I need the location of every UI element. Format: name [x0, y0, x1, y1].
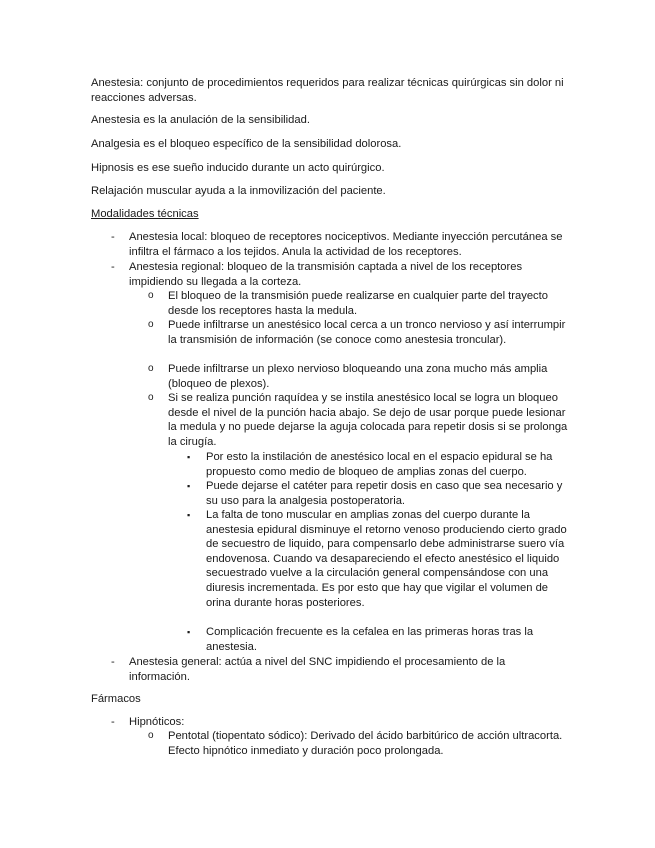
- paragraph-hipnosis: Hipnosis es ese sueño inducido durante un acto quirúrgico.: [91, 162, 385, 174]
- paragraph-anestesia: Anestesia es la anulación de la sensibilidad.: [91, 114, 310, 126]
- dash-bullet: -: [111, 261, 115, 273]
- sub-item-anestesia-troncular: Puede infiltrarse un anestésico local cerca a un tronco nervioso y así interrumpir la transmisión de información (se conoce como anestesia troncular).: [168, 319, 566, 346]
- dash-bullet: -: [111, 656, 115, 668]
- sub-item-puncion-raquidea: Si se realiza punción raquídea y se instila anestésico local se logra un bloqueo desde el nivel de la punción hacia abajo. Se dejo de usar porque puede lesionar la medula y no puede dejarse la aguja colocada para repetir dosis si se prolonga la cirugía.: [168, 392, 568, 448]
- square-bullet: ▪: [187, 481, 191, 491]
- circle-bullet: o: [148, 730, 154, 741]
- detail-item-tono-muscular: La falta de tono muscular en amplias zonas del cuerpo durante la anestesia epidural disminuye el retorno venoso produciendo cierto grado de secuestro de liquido, para compensarlo debe administrarse suero vía endovenosa. Cuando va desapareciendo el efecto anestésico el liquido secuestrado vuelve a la circulación general compensándose con una diuresis incrementada. Es por esto que hay que vigilar el volumen de orina durante horas posteriores.: [206, 509, 567, 609]
- dash-bullet: -: [111, 231, 115, 243]
- circle-bullet: o: [148, 363, 154, 374]
- square-bullet: ▪: [187, 627, 191, 637]
- dash-bullet: -: [111, 716, 115, 728]
- list-item-anestesia-regional: Anestesia regional: bloqueo de la transmisión captada a nivel de los receptores impidiendo su llegada a la corteza.: [129, 261, 523, 288]
- list-item-hipnoticos: Hipnóticos:: [129, 716, 185, 728]
- paragraph-analgesia: Analgesia es el bloqueo específico de la sensibilidad dolorosa.: [91, 138, 402, 150]
- circle-bullet: o: [148, 290, 154, 301]
- sub-item-bloqueo-trayecto: El bloqueo de la transmisión puede realizarse en cualquier parte del trayecto desde los receptores hasta la medula.: [168, 290, 548, 317]
- paragraph-relajacion: Relajación muscular ayuda a la inmovilización del paciente.: [91, 185, 386, 197]
- circle-bullet: o: [148, 392, 154, 403]
- section-heading-farmacos: Fármacos: [91, 693, 141, 705]
- square-bullet: ▪: [187, 510, 191, 520]
- sub-item-bloqueo-plexos: Puede infiltrarse un plexo nervioso bloqueando una zona mucho más amplia (bloqueo de plexos).: [168, 363, 548, 390]
- detail-item-cateter: Puede dejarse el catéter para repetir dosis en caso que sea necesario y su uso para la analgesia postoperatoria.: [206, 480, 563, 507]
- detail-item-cefalea: Complicación frecuente es la cefalea en las primeras horas tras la anestesia.: [206, 626, 534, 653]
- section-heading-modalidades: Modalidades técnicas: [91, 208, 199, 220]
- list-item-anestesia-local: Anestesia local: bloqueo de receptores nociceptivos. Mediante inyección percutánea se infiltra el fármaco a los tejidos. Anula la actividad de los receptores.: [129, 231, 563, 258]
- square-bullet: ▪: [187, 452, 191, 462]
- list-item-anestesia-general: Anestesia general: actúa a nivel del SNC impidiendo el procesamiento de la información.: [129, 656, 506, 683]
- detail-item-espacio-epidural: Por esto la instilación de anestésico local en el espacio epidural se ha propuesto como medio de bloqueo de amplias zonas del cuerpo.: [206, 451, 553, 478]
- sub-item-pentotal: Pentotal (tiopentato sódico): Derivado del ácido barbitúrico de acción ultracorta. Efecto hipnótico inmediato y duración poco prolongada.: [168, 730, 563, 757]
- paragraph-anestesia-definition: Anestesia: conjunto de procedimientos requeridos para realizar técnicas quirúrgicas sin dolor ni reacciones adversas.: [91, 77, 564, 104]
- circle-bullet: o: [148, 319, 154, 330]
